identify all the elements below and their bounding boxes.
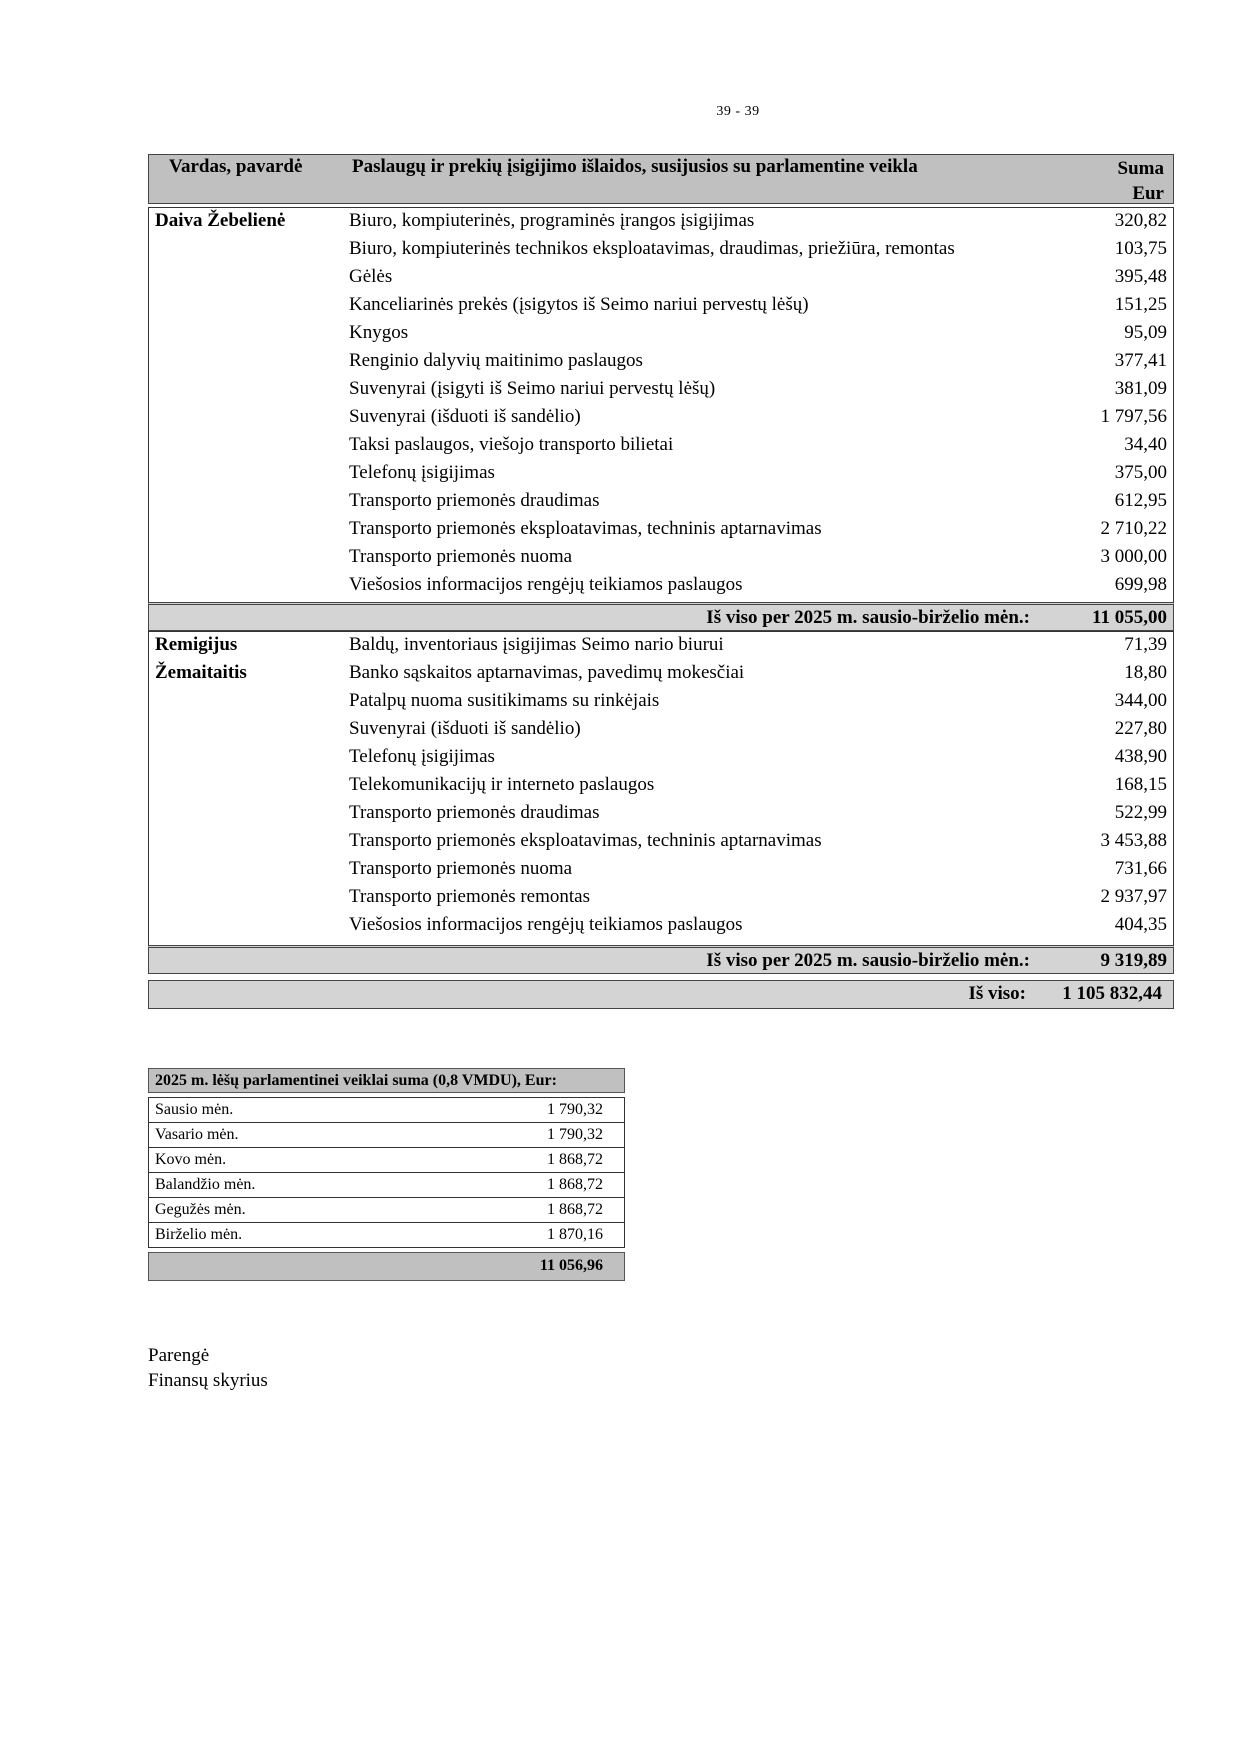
expense-amount: 34,40: [1124, 434, 1167, 455]
header-sum-line2: Eur: [1132, 183, 1164, 204]
expense-description: Baldų, inventoriaus įsigijimas Seimo nario biurui: [349, 634, 724, 655]
table-row: [149, 828, 1173, 856]
footer: [148, 1343, 268, 1393]
expense-amount: 168,15: [1114, 774, 1167, 795]
table-row: [149, 772, 1173, 800]
expense-description: Banko sąskaitos aptarnavimas, pavedimų mokesčiai: [349, 662, 745, 683]
table-row: [149, 688, 1173, 716]
table-row: [149, 488, 1173, 516]
allowance-row: [149, 1123, 624, 1148]
allowance-table: [148, 1068, 625, 1281]
month-amount: 1 868,72: [547, 1151, 603, 1168]
table-row: [149, 320, 1173, 348]
expense-amount: 1 797,56: [1100, 406, 1167, 427]
table-row: [149, 856, 1173, 884]
expense-amount: 377,41: [1114, 350, 1167, 371]
allowance-row: [149, 1148, 624, 1173]
grand-total-row: [148, 980, 1174, 1009]
expense-amount: 3 453,88: [1100, 830, 1167, 851]
grand-total-value: 1 105 832,44: [1062, 983, 1162, 1004]
header-name: Vardas, pavardė: [169, 156, 303, 177]
expense-description: Transporto priemonės nuoma: [349, 858, 573, 879]
expense-description: Patalpų nuoma susitikimams su rinkėjais: [349, 690, 660, 711]
subtotal-value: 11 055,00: [1092, 607, 1167, 628]
expense-description: Viešosios informacijos rengėjų teikiamos paslaugos: [349, 574, 743, 595]
table-row: [149, 544, 1173, 572]
expense-description: Transporto priemonės nuoma: [349, 546, 573, 567]
prepared-by-label: Parengė: [148, 1345, 210, 1366]
expense-description: Viešosios informacijos rengėjų teikiamos paslaugos: [349, 914, 743, 935]
month-label: Balandžio mėn.: [155, 1176, 256, 1193]
month-amount: 1 868,72: [547, 1176, 603, 1193]
header-description: Paslaugų ir prekių įsigijimo išlaidos, susijusios su parlamentine veikla: [352, 156, 918, 177]
table-row: [149, 264, 1173, 292]
expense-amount: 71,39: [1124, 634, 1167, 655]
expense-description: Knygos: [349, 322, 409, 343]
table-row: [149, 460, 1173, 488]
expense-amount: 699,98: [1114, 574, 1167, 595]
allowance-row: [149, 1173, 624, 1198]
table-header: [148, 154, 1174, 204]
month-amount: 1 868,72: [547, 1201, 603, 1218]
month-amount: 1 790,32: [547, 1126, 603, 1143]
expense-amount: 320,82: [1114, 210, 1167, 231]
expense-amount: 375,00: [1114, 462, 1167, 483]
allowance-header: 2025 m. lėšų parlamentinei veiklai suma (0,8 VMDU), Eur:: [148, 1068, 625, 1093]
expense-description: Transporto priemonės eksploatavimas, techninis aptarnavimas: [349, 830, 822, 851]
expense-description: Biuro, kompiuterinės technikos eksploatavimas, draudimas, priežiūra, remontas: [349, 238, 955, 259]
allowance-total: 11 056,96: [539, 1257, 603, 1274]
expense-amount: 151,25: [1114, 294, 1167, 315]
expense-description: Telekomunikacijų ir interneto paslaugos: [349, 774, 655, 795]
person-block-2: [148, 631, 1174, 947]
expense-amount: 227,80: [1114, 718, 1167, 739]
grand-total-label: Iš viso:: [968, 983, 1026, 1004]
expense-description: Telefonų įsigijimas: [349, 746, 495, 767]
table-row: [149, 632, 1173, 660]
table-row: [149, 208, 1173, 236]
month-amount: 1 870,16: [547, 1226, 603, 1243]
expense-description: Biuro, kompiuterinės, programinės įrangos įsigijimas: [349, 210, 755, 231]
table-row: [149, 912, 1173, 940]
expense-description: Gėlės: [349, 266, 393, 287]
expense-amount: 522,99: [1114, 802, 1167, 823]
expense-amount: 2 710,22: [1100, 518, 1167, 539]
month-label: Kovo mėn.: [155, 1151, 227, 1168]
table-row: [149, 744, 1173, 772]
expense-amount: 3 000,00: [1100, 546, 1167, 567]
expense-amount: 18,80: [1124, 662, 1167, 683]
expense-description: Suvenyrai (įsigyti iš Seimo nariui pervestų lėšų): [349, 378, 716, 399]
table-row: [149, 516, 1173, 544]
subtotal-row-2: [148, 945, 1174, 974]
expense-description: Transporto priemonės draudimas: [349, 490, 600, 511]
table-row: [149, 572, 1173, 600]
table-row: [149, 292, 1173, 320]
table-row: [149, 660, 1173, 688]
page-number: 39 - 39: [716, 104, 760, 119]
expense-amount: 404,35: [1114, 914, 1167, 935]
expense-amount: 103,75: [1114, 238, 1167, 259]
table-row: [149, 404, 1173, 432]
expense-amount: 95,09: [1124, 322, 1167, 343]
department-name: Finansų skyrius: [148, 1370, 268, 1391]
table-row: [149, 800, 1173, 828]
expense-amount: 2 937,97: [1100, 886, 1167, 907]
table-row: [149, 716, 1173, 744]
allowance-total-row: [148, 1252, 625, 1281]
allowance-row: [149, 1198, 624, 1223]
subtotal-value: 9 319,89: [1100, 950, 1167, 971]
allowance-row: [149, 1098, 624, 1123]
expense-description: Renginio dalyvių maitinimo paslaugos: [349, 350, 643, 371]
person-name: Daiva Žebelienė: [155, 210, 286, 231]
expense-description: Telefonų įsigijimas: [349, 462, 495, 483]
expense-amount: 731,66: [1114, 858, 1167, 879]
expense-description: Suvenyrai (išduoti iš sandėlio): [349, 406, 581, 427]
table-row: [149, 376, 1173, 404]
expense-amount: 612,95: [1114, 490, 1167, 511]
table-row: [149, 432, 1173, 460]
subtotal-row-1: [148, 602, 1174, 631]
person-name: Remigijus: [155, 634, 238, 655]
expense-amount: 395,48: [1114, 266, 1167, 287]
expense-amount: 381,09: [1114, 378, 1167, 399]
allowance-row: [149, 1223, 624, 1248]
table-row: [149, 884, 1173, 912]
expense-description: Kanceliarinės prekės (įsigytos iš Seimo nariui pervestų lėšų): [349, 294, 809, 315]
month-amount: 1 790,32: [547, 1101, 603, 1118]
expense-amount: 344,00: [1114, 690, 1167, 711]
expense-description: Transporto priemonės draudimas: [349, 802, 600, 823]
table-row: [149, 236, 1173, 264]
table-row: [149, 348, 1173, 376]
allowance-rows: [148, 1097, 625, 1248]
month-label: Vasario mėn.: [155, 1126, 239, 1143]
month-label: Sausio mėn.: [155, 1101, 234, 1118]
header-sum: [1118, 156, 1164, 206]
expense-description: Suvenyrai (išduoti iš sandėlio): [349, 718, 581, 739]
expense-description: Transporto priemonės eksploatavimas, techninis aptarnavimas: [349, 518, 822, 539]
person-block-1: [148, 207, 1174, 604]
expense-description: Transporto priemonės remontas: [349, 886, 590, 907]
header-sum-line1: Suma: [1117, 158, 1164, 179]
month-label: Birželio mėn.: [155, 1226, 243, 1243]
month-label: Gegužės mėn.: [155, 1201, 246, 1218]
person-name-line2: Žemaitaitis: [155, 662, 247, 683]
subtotal-label: Iš viso per 2025 m. sausio-birželio mėn.:: [706, 950, 1030, 971]
subtotal-label: Iš viso per 2025 m. sausio-birželio mėn.:: [706, 607, 1030, 628]
expense-amount: 438,90: [1114, 746, 1167, 767]
expense-description: Taksi paslaugos, viešojo transporto bilietai: [349, 434, 674, 455]
